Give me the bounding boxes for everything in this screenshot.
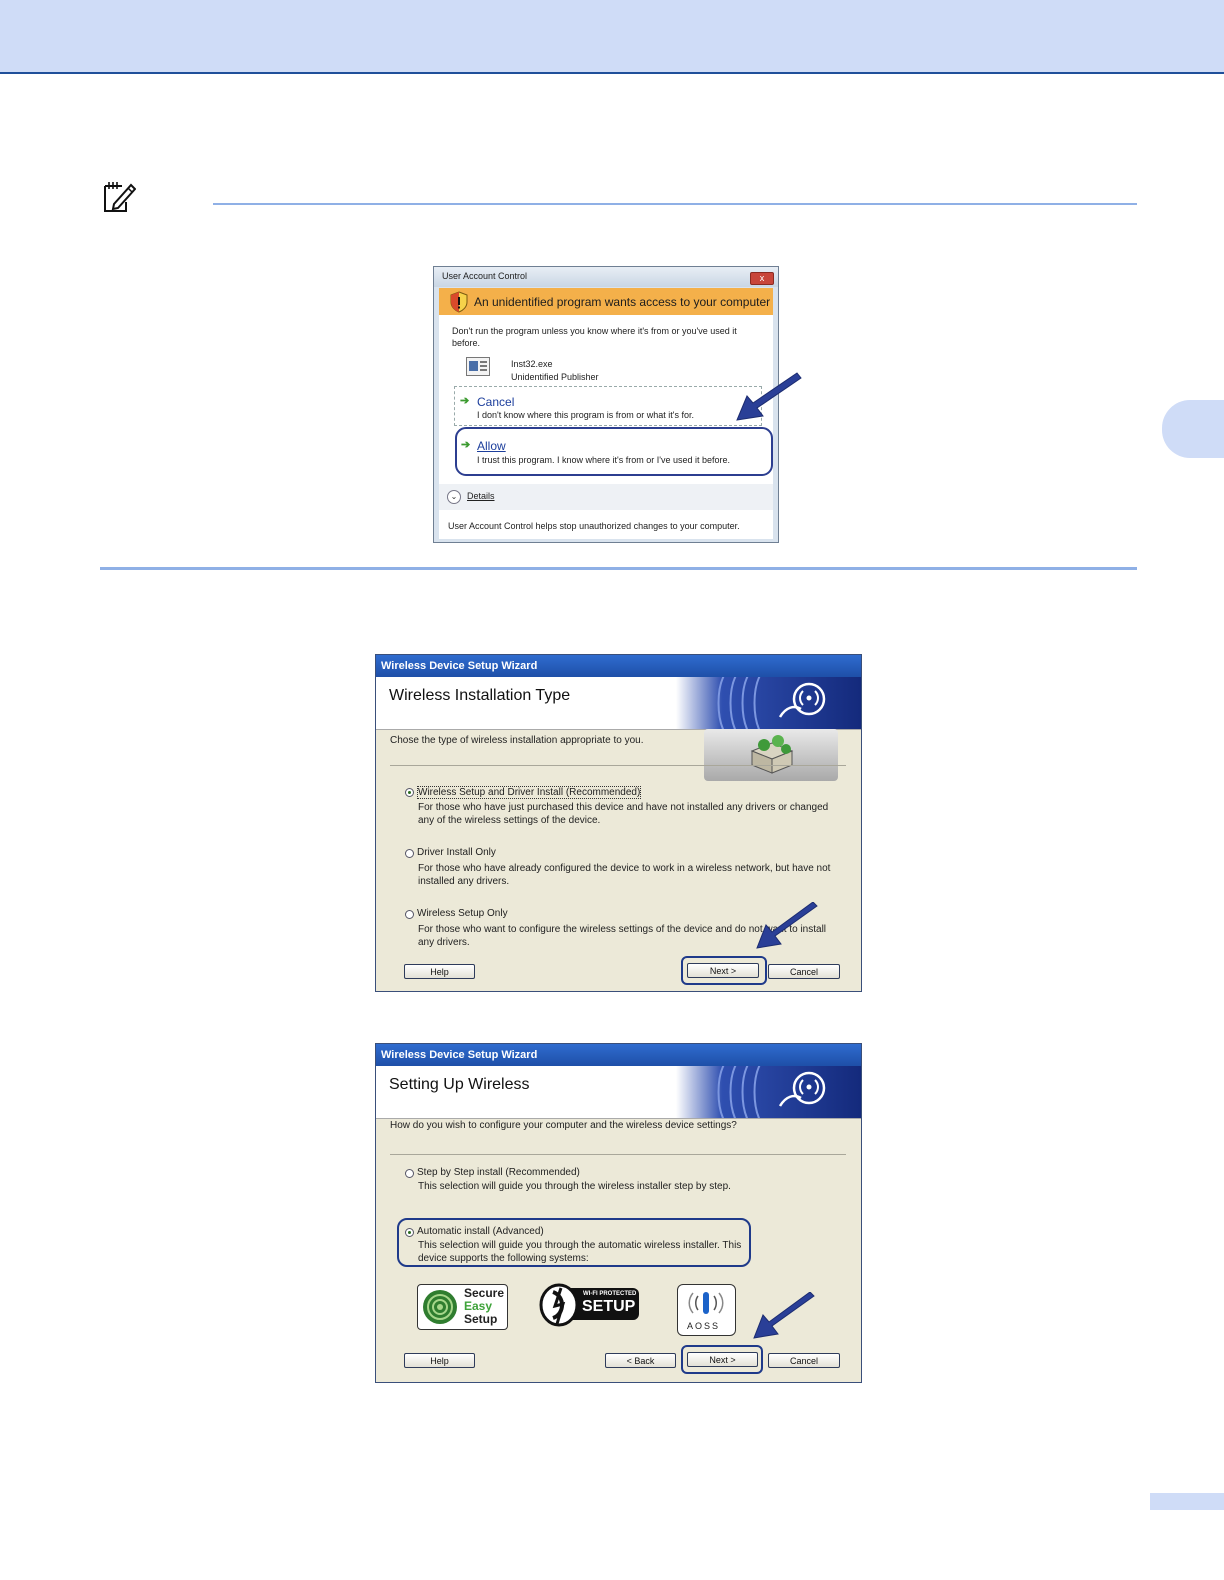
printer-box-icon	[704, 729, 838, 781]
separator-line	[390, 765, 846, 766]
wizard-header	[376, 1066, 861, 1119]
secure-easy-setup-text	[464, 1287, 504, 1326]
secure-easy-setup-icon	[422, 1289, 458, 1325]
cancel-option-title: Cancel	[477, 395, 515, 409]
aoss-logo	[677, 1284, 736, 1336]
note-bottom-rule	[100, 567, 1137, 570]
option-description: This selection will guide you through the wireless installer step by step.	[418, 1181, 731, 1192]
aoss-signal-icon	[686, 1288, 726, 1320]
cancel-button[interactable]: Cancel	[768, 1353, 840, 1368]
allow-option-desc: I trust this program. I know where it's from or I've used it before.	[477, 455, 731, 465]
logo-line: Setup	[464, 1312, 498, 1326]
help-button[interactable]: Help	[404, 1353, 475, 1368]
warning-shield-icon	[449, 291, 469, 318]
wizard-header	[376, 677, 861, 730]
cancel-button[interactable]: Cancel	[768, 964, 840, 979]
page-number-tab	[1150, 1493, 1224, 1510]
note-top-rule	[213, 203, 1137, 205]
radio-step-by-step[interactable]	[405, 1169, 414, 1178]
uac-warning-banner	[439, 288, 773, 315]
pointer-arrow-icon	[755, 902, 821, 952]
logo-line: Secure	[464, 1286, 505, 1300]
green-arrow-icon: ➔	[461, 439, 471, 451]
option-description: For those who want to configure the wireless settings of the device and do not want to install any drivers.	[418, 924, 827, 948]
green-arrow-icon: ➔	[460, 395, 470, 407]
uac-cancel-option[interactable]	[454, 386, 762, 426]
wizard-titlebar	[376, 655, 861, 677]
option-label: Step by Step install (Recommended)	[417, 1167, 580, 1178]
wizard-prompt: Chose the type of wireless installation appropriate to you.	[390, 735, 644, 746]
wizard-heading: Setting Up Wireless	[389, 1076, 530, 1093]
uac-content	[439, 288, 773, 539]
uac-titlebar	[434, 267, 778, 287]
wizard-titlebar	[376, 1044, 861, 1066]
close-button[interactable]: x	[750, 272, 774, 285]
help-button[interactable]: Help	[404, 964, 475, 979]
wizard-title: Wireless Device Setup Wizard	[381, 1049, 538, 1061]
option-label: Wireless Setup and Driver Install (Recommended)	[418, 787, 641, 798]
radio-automatic-install[interactable]	[405, 1228, 414, 1237]
next-button[interactable]: Next >	[687, 1352, 758, 1367]
pointer-arrow-icon	[752, 1292, 818, 1342]
secure-easy-setup-logo	[417, 1284, 508, 1330]
wizard-prompt: How do you wish to configure your computer and the wireless device settings?	[390, 1120, 737, 1131]
wizard-heading: Wireless Installation Type	[389, 687, 571, 704]
program-icon	[466, 357, 490, 376]
wps-small-text: WI-FI PROTECTED	[583, 1291, 637, 1297]
cancel-option-desc: I don't know where this program is from or what it's for.	[477, 410, 695, 420]
uac-warning-text: Don't run the program unless you know where it's from or you've used it before.	[452, 326, 737, 348]
program-publisher: Unidentified Publisher	[511, 372, 599, 382]
program-name: Inst32.exe	[511, 359, 553, 369]
pointer-arrow-icon	[735, 372, 807, 424]
option-description: For those who have already configured the device to work in a wireless network, but have not installed any drivers.	[418, 863, 831, 887]
option-label: Automatic install (Advanced)	[417, 1226, 544, 1237]
uac-allow-option[interactable]	[455, 427, 773, 476]
aoss-text: AOSS	[687, 1321, 721, 1331]
logo-line: Easy	[464, 1299, 493, 1313]
next-button[interactable]: Next >	[687, 963, 759, 978]
details-link[interactable]: Details	[467, 491, 495, 501]
radio-wireless-setup-only[interactable]	[405, 910, 414, 919]
radio-wireless-setup-driver[interactable]	[405, 788, 414, 797]
uac-footer-text: User Account Control helps stop unauthorized changes to your computer.	[448, 521, 740, 531]
program-info	[511, 358, 599, 384]
option-description: For those who have just purchased this device and have not installed any drivers or changed any of the wireless settings of the device.	[418, 802, 829, 826]
back-button[interactable]: < Back	[605, 1353, 676, 1368]
uac-details-row	[439, 484, 773, 510]
uac-dialog	[433, 266, 779, 543]
pencil-note-icon	[102, 180, 136, 214]
uac-title: User Account Control	[442, 271, 528, 281]
radio-driver-install-only[interactable]	[405, 849, 414, 858]
wizard-title: Wireless Device Setup Wizard	[381, 660, 538, 672]
wifi-protected-setup-logo	[539, 1282, 641, 1328]
uac-banner-text: An unidentified program wants access to your computer	[474, 295, 771, 309]
separator-line	[390, 1154, 846, 1155]
chevron-down-icon[interactable]: ⌄	[447, 490, 461, 504]
wireless-signal-icon	[676, 1066, 861, 1118]
page-header-band	[0, 0, 1224, 74]
allow-option-title: Allow	[477, 439, 506, 453]
wps-big-text: SETUP	[582, 1298, 636, 1315]
chapter-tab	[1162, 400, 1224, 458]
option-label: Driver Install Only	[417, 847, 496, 858]
option-description: This selection will guide you through the automatic wireless installer. This device supports the following systems:	[418, 1240, 742, 1264]
option-label: Wireless Setup Only	[417, 908, 508, 919]
wireless-signal-icon	[676, 677, 861, 729]
